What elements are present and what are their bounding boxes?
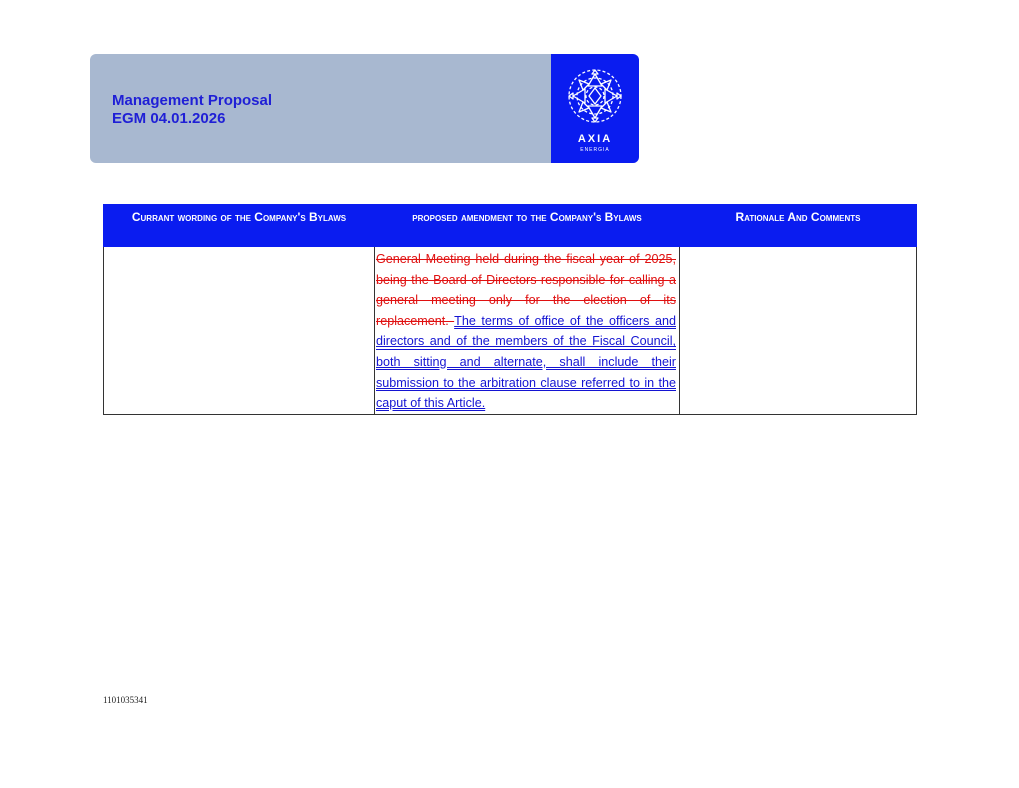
document-title — [112, 92, 272, 128]
amendment-text — [375, 247, 679, 414]
logo-subtitle: ENERGIA — [580, 147, 610, 153]
globe-icon — [567, 68, 623, 124]
header-current-wording: Currant wording of the Company's Bylaws — [104, 205, 375, 247]
table-header-row — [104, 205, 917, 247]
bylaws-amendment-table — [103, 204, 917, 415]
header-rationale: Rationale And Comments — [680, 205, 917, 247]
title-line-1: Management Proposal — [112, 92, 273, 109]
title-line-2: EGM 04.01.2026 — [112, 110, 226, 127]
header-banner — [90, 54, 552, 163]
company-logo — [551, 54, 639, 163]
table-row — [104, 247, 917, 415]
deleted-text: General Meeting held during the fiscal year of 2025, being the Board of Directors responsible for calling a general meeting only for the election of its replacement. — [376, 252, 676, 328]
header-proposed-amendment: proposed amendment to the Company's Bylaws — [375, 205, 680, 247]
logo-name: AXIA — [577, 133, 613, 145]
cell-rationale — [680, 247, 917, 415]
cell-current-wording — [104, 247, 375, 415]
cell-proposed-amendment — [375, 247, 680, 415]
inserted-text: The terms of office of the officers and directors and of the members of the Fiscal Council, both sitting and alternate, shall include their submission to the arbitration clause referred to in the caput of this Article. — [376, 313, 676, 411]
document-id: 1101035341 — [103, 695, 148, 705]
